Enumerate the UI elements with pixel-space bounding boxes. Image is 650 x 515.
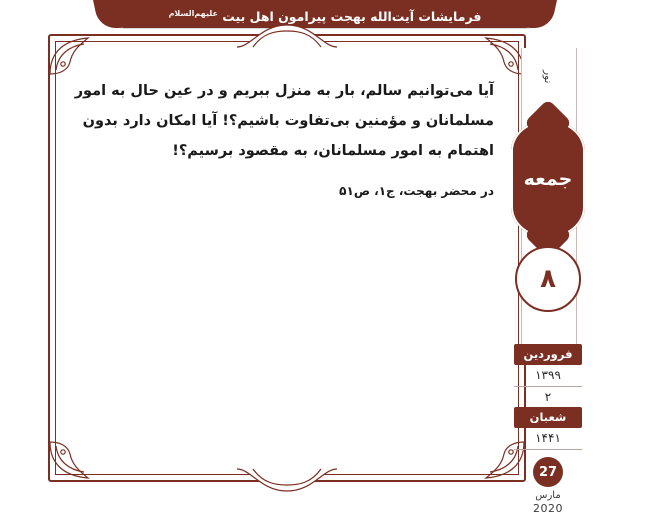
lunar-year-value: ۱۴۴۱ bbox=[514, 428, 582, 450]
date-panel bbox=[514, 344, 582, 515]
gregorian-year-label: 2020 bbox=[533, 502, 563, 515]
quote-line: مسلمانان و مؤمنین بی‌تفاوت باشیم؟! آیا امکان دارد بدون bbox=[82, 113, 494, 129]
header-title-text: فرمایشات آیت‌الله بهجت پیرامون اهل بیت bbox=[222, 9, 482, 25]
weekday-label: جمعه bbox=[523, 168, 573, 190]
quote-line: آیا می‌توانیم سالم، بار به منزل ببریم و در عین حال به امور bbox=[74, 83, 494, 99]
quote-source: در محضر بهجت، ج۱، ص۵۱ bbox=[339, 184, 494, 198]
top-edge-ornament-icon bbox=[227, 23, 347, 49]
quote-block bbox=[74, 76, 494, 198]
solar-month-label: فروردین bbox=[514, 344, 582, 365]
gregorian-day-badge: 27 bbox=[533, 457, 563, 487]
solar-year-value: ۱۳۹۹ bbox=[514, 365, 582, 387]
lunar-day-value: ۲ bbox=[544, 390, 552, 404]
bottom-edge-ornament-icon bbox=[227, 467, 347, 493]
weekday-medallion bbox=[511, 120, 585, 238]
header-honorific: علیهم‌السلام bbox=[168, 9, 218, 18]
lunar-month-label: شعبان bbox=[514, 407, 582, 428]
day-number-disc: ۸ bbox=[515, 246, 581, 312]
calendar-vertical-label: نور bbox=[542, 70, 554, 84]
calendar-column bbox=[494, 34, 602, 515]
quote-frame bbox=[48, 34, 526, 482]
quote-line: اهتمام به امور مسلمانان، به مقصود برسیم؟! bbox=[172, 143, 494, 159]
gregorian-month-label: مارس bbox=[535, 490, 561, 501]
